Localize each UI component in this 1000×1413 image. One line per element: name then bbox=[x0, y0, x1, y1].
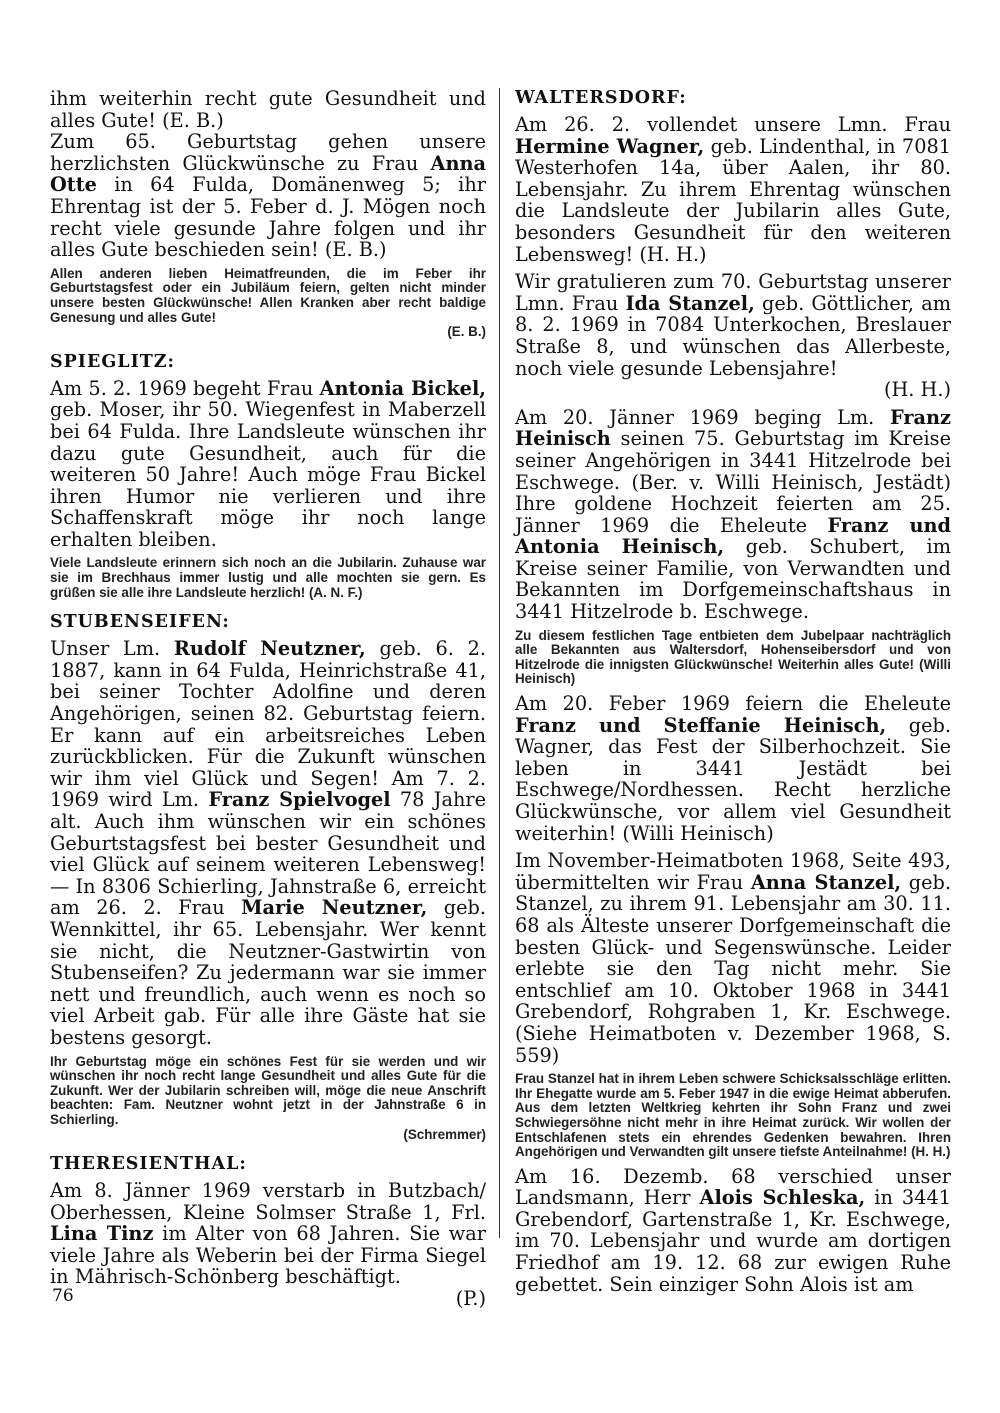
left-note-2: Viele Landsleute erinnern sich noch an die Jubilarin. Zuhause war sie im Brechhaus immer lustig und alle mochten sie gern. Es grüßen sie alle ihre Landsleute herzlich! (A. N. F.) bbox=[50, 555, 486, 600]
left-paragraph-8 bbox=[50, 1180, 486, 1310]
right-note-2: Frau Stanzel hat in ihrem Leben schwere Schicksalsschläge erlitten. Ihr Ehegatte wurde am 5. Feber 1947 in die ewige Heimat abberufen. Aus dem letzten Weltkrieg kehrten ihr Sohn Franz und zwei Schwiegersöhne nicht mehr in ihre Heimat zurück. Wir wollen der Entschlafenen stets ein ehrendes Gedenken bewahren. Ihren Angehörigen und Verwandten gilt unsere tiefste Anteilnahme! (H. H.) bbox=[515, 1071, 951, 1160]
text: seinen 75. Geburtstag im Kreise seiner Angehörigen in 3441 Hitzelrode bei Eschwege. (Ber. v. Willi Heinisch, Jestädt) Ihre goldene Hochzeit feierten am 25. Jänner 1969 die Eheleute bbox=[515, 427, 951, 537]
left-column bbox=[50, 88, 486, 1310]
text: geb. Wagner, das Fest der Silberhochzeit. Sie leben in 3441 Jestädt bei Eschwege/Nordhessen. Recht herzliche Glückwünsche, vor allem viel Gesundheit weiterhin! (Willi Heinisch) bbox=[515, 713, 951, 845]
signature: (P.) bbox=[455, 1287, 486, 1311]
text: Am 5. 2. 1969 begeht Frau bbox=[50, 376, 320, 400]
person-name: Anna Stanzel, bbox=[750, 870, 902, 894]
text: im Alter von 68 Jahren. Sie war viele Jahre als Weberin bei der Firma Siegel in Mährisch-Schönberg beschäftigt. bbox=[50, 1222, 487, 1289]
person-name: Franz und Steffanie Heinisch, bbox=[515, 713, 887, 737]
text: Am 8. Jänner 1969 verstarb in Butzbach/ Oberhessen, Kleine Solmser Straße 1, Frl. bbox=[50, 1179, 486, 1224]
text: Unser Lm. bbox=[50, 637, 174, 661]
note-lead: Allen anderen bbox=[50, 265, 152, 281]
left-note-3 bbox=[50, 1055, 486, 1143]
text: geb. Moser, ihr 50. Wiegenfest in Maberzell bei 64 Fulda. Ihre Landsleute wünschen ihr dazu gute Gesundheit, auch für die weiteren 50 Jahre! Auch möge Frau Bickel ihren Humor nie verlieren und ihre Schaffenskraft möge ihr noch lange erhalten bleiben. bbox=[50, 398, 486, 551]
person-name: Alois Schleska, bbox=[699, 1186, 866, 1210]
person-name: Ida Stanzel, bbox=[625, 291, 755, 315]
text: Ihr Geburtstag möge ein schönes Fest für sie werden und wir wünschen ihr noch recht lange Gesundheit und alles Gute für die Zukunft. Wer der Jubilarin schreiben will, möge die neue Anschrift beachten: Fam. Neutzner wohnt jetzt in der Jahnstraße 6 in Schierling. bbox=[50, 1053, 486, 1127]
column-divider bbox=[499, 88, 500, 1238]
text: geb. Wennkittel, ihr 65. Lebensjahr. Wer kennt sie nicht, die Neutzner-Gastwirtin von Stubenseifen? Zu jedermann war sie immer nett und freundlich, auch wenn es noch so viel Arbeit gab. Für alle ihre Gäste hat sie bestens gesorgt. bbox=[50, 896, 486, 1049]
text: 78 Jahre alt. Auch ihm wünschen wir ein schönes Geburtstagsfest bei bester Gesundheit und viel Glück auf seinem weiteren Lebensweg! — In 8306 Schierling, Jahnstraße 6, erreicht am 26. 2. Frau bbox=[50, 788, 486, 920]
signature: (Schremmer) bbox=[403, 1126, 486, 1142]
text: Wir gratulieren zum 70. Geburtstag unserer Lmn. Frau bbox=[515, 270, 951, 315]
text: in 3441 Grebendorf, Gartenstraße 1, Kr. Eschwege, im 70. Lebensjahr und wurde am dortigen Friedhof am 19. 12. 68 zur ewigen Ruhe gebettet. Sein einziger Sohn Alois ist am bbox=[515, 1186, 952, 1296]
left-paragraph-4 bbox=[50, 378, 486, 551]
person-name: Antonia Bickel, bbox=[319, 376, 486, 400]
signature: (E. B.) bbox=[447, 324, 486, 340]
person-name: Franz Spielvogel bbox=[208, 788, 391, 812]
person-name: Hermine Wagner, bbox=[515, 134, 705, 158]
right-paragraph-2 bbox=[515, 271, 951, 401]
text: geb. Schubert, im Kreise seiner Familie, von Verwandten und Bekannten im Dorfgemeinschaftshaus in 3441 Hitzelrode b. Eschwege. bbox=[515, 535, 951, 624]
right-paragraph-3 bbox=[515, 407, 951, 623]
text: Im November-Heimatboten 1968, Seite 493, übermittelten wir Frau bbox=[515, 849, 951, 894]
right-paragraph-6 bbox=[515, 850, 951, 1066]
text: Am 26. 2. vollendet unsere Lmn. Frau bbox=[515, 113, 951, 136]
right-paragraph-5 bbox=[515, 693, 951, 844]
section-heading-stubenseifen: STUBENSEIFEN: bbox=[50, 612, 230, 633]
section-heading-spieglitz: SPIEGLITZ: bbox=[50, 351, 176, 372]
right-note-1: Zu diesem festlichen Tage entbieten dem Jubelpaar nachträglich alle Bekannten aus Waltersdorf, Hohenseibersdorf und von Hitzelrode die innigsten Glückwünsche! Weiterhin alles Gute! (Willi Heinisch) bbox=[515, 627, 951, 687]
text: geb. 6. 2. 1887, kann in 64 Fulda, Heinrichstraße 41, bei seiner Tochter Adolfine und deren Angehörigen, seinen 82. Geburtstag feiern. Er kann auf ein arbeitsreiches Leben zurückblicken. Für die Zukunft wünschen wir ihm viel Glück und Segen! Am 7. 2. 1969 wird Lm. bbox=[50, 637, 486, 812]
person-name: Rudolf Neutzner, bbox=[173, 637, 366, 661]
left-paragraph-1 bbox=[50, 88, 486, 131]
text: geb. Göttlicher, am 8. 2. 1969 in 7084 Unterkochen, Breslauer Straße 8, und wünschen das Allerbeste, noch viele gesunde Lebensjahre! bbox=[515, 291, 951, 380]
signature: (H. H.) bbox=[883, 378, 951, 402]
text: geb. Stanzel, zu ihrem 91. Lebensjahr am 30. 11. 68 als Älteste unserer Dorfgemeinschaft die besten Glück- und Segenswünsche. Leider erlebte sie den Tag nicht mehr. Sie entschlief am 10. Oktober 1968 in 3441 Grebendorf, Rohgraben 1, Kr. Eschwege. (Siehe Heimatboten v. Dezember 1968, S. 559) bbox=[515, 870, 951, 1067]
text: Am 16. Dezemb. 68 verschied unser Landsmann, Herr bbox=[515, 1164, 951, 1210]
right-paragraph-8 bbox=[515, 1166, 951, 1296]
person-name: Franz Heinisch bbox=[515, 405, 951, 451]
section-heading-theresienthal: THERESIENTHAL: bbox=[50, 1154, 247, 1175]
page-number: 76 bbox=[52, 1286, 74, 1306]
right-paragraph-1 bbox=[515, 114, 951, 265]
text: ihm weiterhin recht gute Gesundheit und alles Gute! (E. B.) bbox=[50, 87, 486, 132]
text: in 64 Fulda, Domänenweg 5; ihr Ehrentag ist der 5. Feber d. J. Mögen noch recht viele gesunde Jahre folgen und ihr alles Gute beschieden sein! (E. B.) bbox=[50, 173, 486, 262]
text: lieben Heimatfreunden, die im Feber ihr Geburtstagsfest oder ein Jubiläum feiern, gelten nicht minder unsere besten Glückwünsche! Allen Kranken aber recht baldige Genesung und alles Gute! bbox=[50, 265, 486, 325]
section-heading-waltersdorf: WALTERSDORF: bbox=[515, 88, 687, 108]
text: Am 20. Feber 1969 feiern die Eheleute bbox=[515, 692, 951, 716]
right-column bbox=[515, 88, 951, 1295]
text: geb. Lindenthal, in 7081 Westerhofen 14a, über Aalen, ihr 80. Lebensjahr. Zu ihrem Ehrentag wünschen die Landsleute der Jubilarin alles Gute, besonders Gesundheit für den weiteren Lebensweg! (H. H.) bbox=[515, 134, 951, 266]
left-paragraph-6 bbox=[50, 638, 486, 1048]
person-name: Marie Neutzner, bbox=[241, 896, 428, 920]
text: Zum 65. Geburtstag gehen unsere herzlichsten Glückwünsche zu Frau bbox=[50, 130, 486, 175]
left-note-1 bbox=[50, 267, 486, 340]
person-name: Lina Tinz bbox=[50, 1222, 154, 1246]
text: Am 20. Jänner 1969 beging Lm. bbox=[515, 405, 891, 429]
person-name: Franz und Antonia Heinisch, bbox=[515, 513, 951, 559]
person-name: Anna Otte bbox=[50, 151, 486, 197]
left-paragraph-2 bbox=[50, 131, 486, 261]
